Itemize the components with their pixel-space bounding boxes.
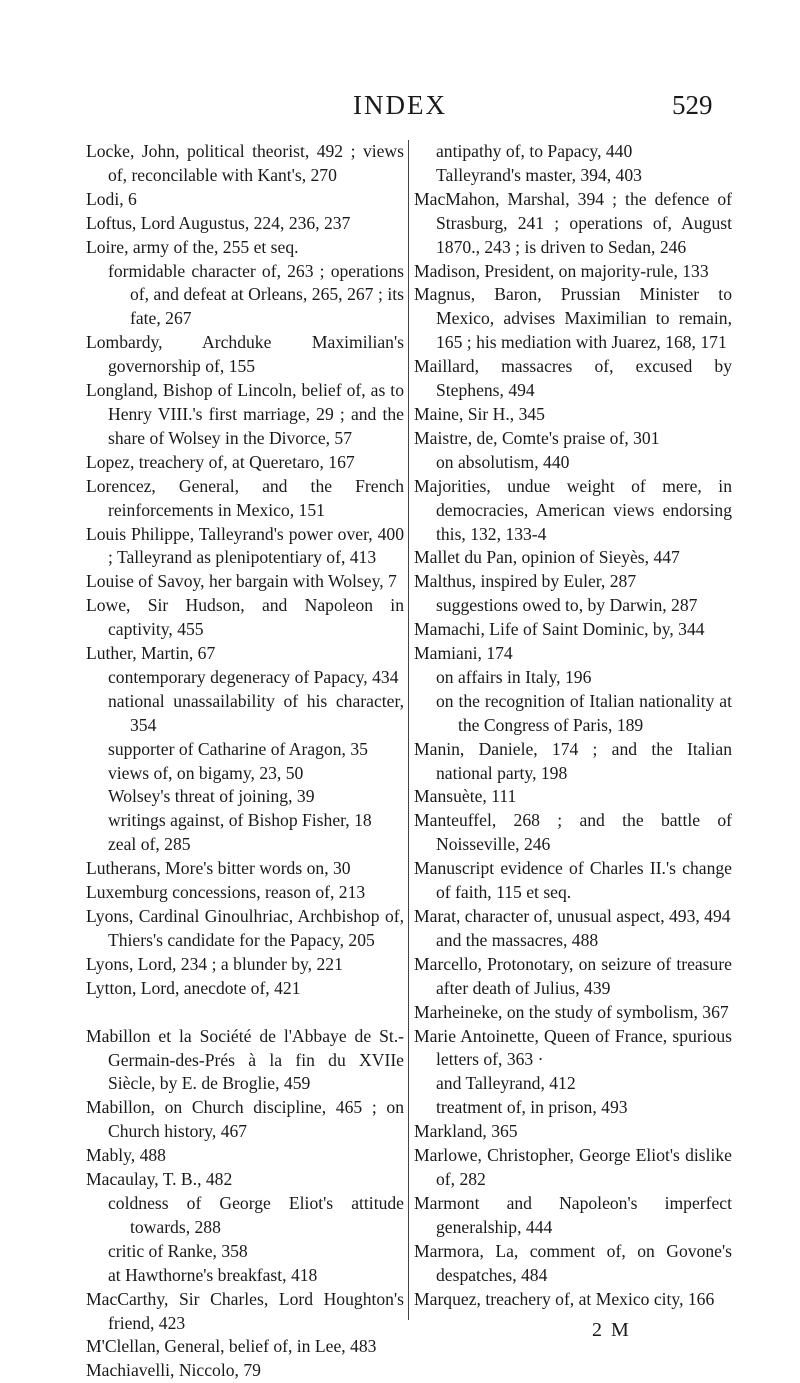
index-entry: Magnus, Baron, Prussian Minister to Mexico, advises Maximilian to remain, 165 ; his mediation with Juarez, 168, 171 [414,284,732,353]
index-entry: Lodi, 6 [86,188,137,209]
index-entry: Malthus, inspired by Euler, 287 [414,571,637,592]
index-entry: Lytton, Lord, anecdote of, 421 [86,977,301,998]
index-entry: Lombardy, Archduke Maximilian's governorship of, 155 [86,332,404,377]
index-entry: Loire, army of the, 255 et seq. [86,236,299,257]
index-entry: Marat, character of, unusual aspect, 493, 494 [414,906,731,926]
index-subentry: on the recognition of Italian nationality at the Congress of Paris, 189 [436,690,732,735]
index-entry: MacCarthy, Sir Charles, Lord Houghton's friend, 423 [86,1288,404,1333]
index-subentry: views of, on bigamy, 23, 50 [108,762,304,783]
index-subentry: on absolutism, 440 [436,451,570,472]
index-entry: Lyons, Lord, 234 ; a blunder by, 221 [86,953,343,974]
index-subentry: coldness of George Eliot's attitude towards, 288 [108,1192,404,1237]
index-entry: Mably, 488 [86,1145,166,1166]
index-entry: Louise of Savoy, her bargain with Wolsey, 7 [86,571,397,592]
page-number: 529 [672,90,713,120]
index-subentry: antipathy of, to Papacy, 440 [436,141,633,161]
index-entry: Marheineke, on the study of symbolism, 367 [414,1001,729,1022]
index-entry: Machiavelli, Niccolo, 79 [86,1360,261,1381]
index-entry: Mabillon et la Société de l'Abbaye de St.-Germain-des-Prés à la fin du XVIIe Siècle, by E. de Broglie, 459 [86,1025,404,1094]
index-entry: Luther, Martin, 67 [86,643,216,664]
right-column [414,140,732,1311]
index-entry: Locke, John, political theorist, 492 ; views of, reconcilable with Kant's, 270 [86,141,404,185]
index-entry: Longland, Bishop of Lincoln, belief of, as to Henry VIII.'s first marriage, 29 ; and the share of Wolsey in the Divorce, 57 [86,380,404,448]
index-entry: Mallet du Pan, opinion of Sieyès, 447 [414,547,680,568]
index-entry: Markland, 365 [414,1121,518,1142]
index-entry: Madison, President, on majority-rule, 133 [414,260,709,281]
index-subentry: zeal of, 285 [108,834,191,855]
index-subentry: suggestions owed to, by Darwin, 287 [436,595,698,616]
index-entry: Marcello, Protonotary, on seizure of treasure after death of Julius, 439 [414,953,732,998]
index-entry: Louis Philippe, Talleyrand's power over, 400 ; Talleyrand as plenipotentiary of, 413 [86,523,404,568]
index-entry: Lyons, Cardinal Ginoulhriac, Archbishop of, Thiers's candidate for the Papacy, 205 [86,906,404,950]
index-entry: Manteuffel, 268 ; and the battle of Noisseville, 246 [414,810,732,855]
index-entry: Lopez, treachery of, at Queretaro, 167 [86,451,355,472]
signature-mark: 2 M [592,1319,631,1341]
index-entry: Maistre, de, Comte's praise of, 301 [414,427,660,448]
index-subentry: supporter of Catharine of Aragon, 35 [108,738,368,759]
index-entry: MacMahon, Marshal, 394 ; the defence of Strasburg, 241 ; operations of, August 1870., 243 ; is driven to Sedan, 246 [414,188,732,257]
index-entry: Lorencez, General, and the French reinforcements in Mexico, 151 [86,475,404,520]
index-entry: Mamachi, Life of Saint Dominic, by, 344 [414,619,705,640]
index-entry: M'Clellan, General, belief of, in Lee, 483 [86,1336,377,1357]
index-entry: Lutherans, More's bitter words on, 30 [86,858,351,879]
index-subentry: formidable character of, 263 ; operations of, and defeat at Orleans, 265, 267 ; its fate, 267 [108,260,404,329]
index-subentry: treatment of, in prison, 493 [436,1097,628,1118]
index-entry: Marlowe, Christopher, George Eliot's dislike of, 282 [414,1145,732,1189]
left-column [86,140,404,1383]
index-entry: Loftus, Lord Augustus, 224, 236, 237 [86,212,351,233]
index-entry: Maine, Sir H., 345 [414,403,545,424]
index-entry: Marmora, La, comment of, on Govone's despatches, 484 [414,1240,732,1285]
index-entry: Marmont and Napoleon's imperfect generalship, 444 [414,1192,732,1237]
index-entry: Manin, Daniele, 174 ; and the Italian national party, 198 [414,738,732,783]
page-title: INDEX [353,90,447,120]
index-entry: Mansuète, 111 [414,786,517,807]
index-entry: Macaulay, T. B., 482 [86,1169,233,1190]
index-subentry: and Talleyrand, 412 [436,1073,576,1094]
index-subentry: critic of Ranke, 358 [108,1240,248,1261]
index-subentry: writings against, of Bishop Fisher, 18 [108,810,372,831]
index-entry: Luxemburg concessions, reason of, 213 [86,882,366,903]
index-entry: Mamiani, 174 [414,643,513,664]
index-entry: Manuscript evidence of Charles II.'s change of faith, 115 et seq. [414,858,732,903]
index-entry: Mabillon, on Church discipline, 465 ; on Church history, 467 [86,1097,404,1142]
index-entry: Majorities, undue weight of mere, in democracies, American views endorsing this, 132, 133-4 [414,475,732,544]
index-subentry: national unassailability of his character, 354 [108,690,404,735]
index-subentry: on affairs in Italy, 196 [436,666,592,687]
index-subentry: contemporary degeneracy of Papacy, 434 [108,666,399,687]
index-entry: Lowe, Sir Hudson, and Napoleon in captivity, 455 [86,595,404,640]
index-subentry: Wolsey's threat of joining, 39 [108,786,315,807]
column-divider [408,140,409,1320]
index-entry: Maillard, massacres of, excused by Stephens, 494 [414,356,732,401]
index-entry: Marie Antoinette, Queen of France, spurious letters of, 363 · [414,1025,732,1070]
index-subentry: at Hawthorne's breakfast, 418 [108,1264,318,1285]
index-subentry: Talleyrand's master, 394, 403 [436,164,642,185]
index-entry: Marquez, treachery of, at Mexico city, 166 [414,1288,715,1309]
index-subentry: and the massacres, 488 [436,929,599,950]
